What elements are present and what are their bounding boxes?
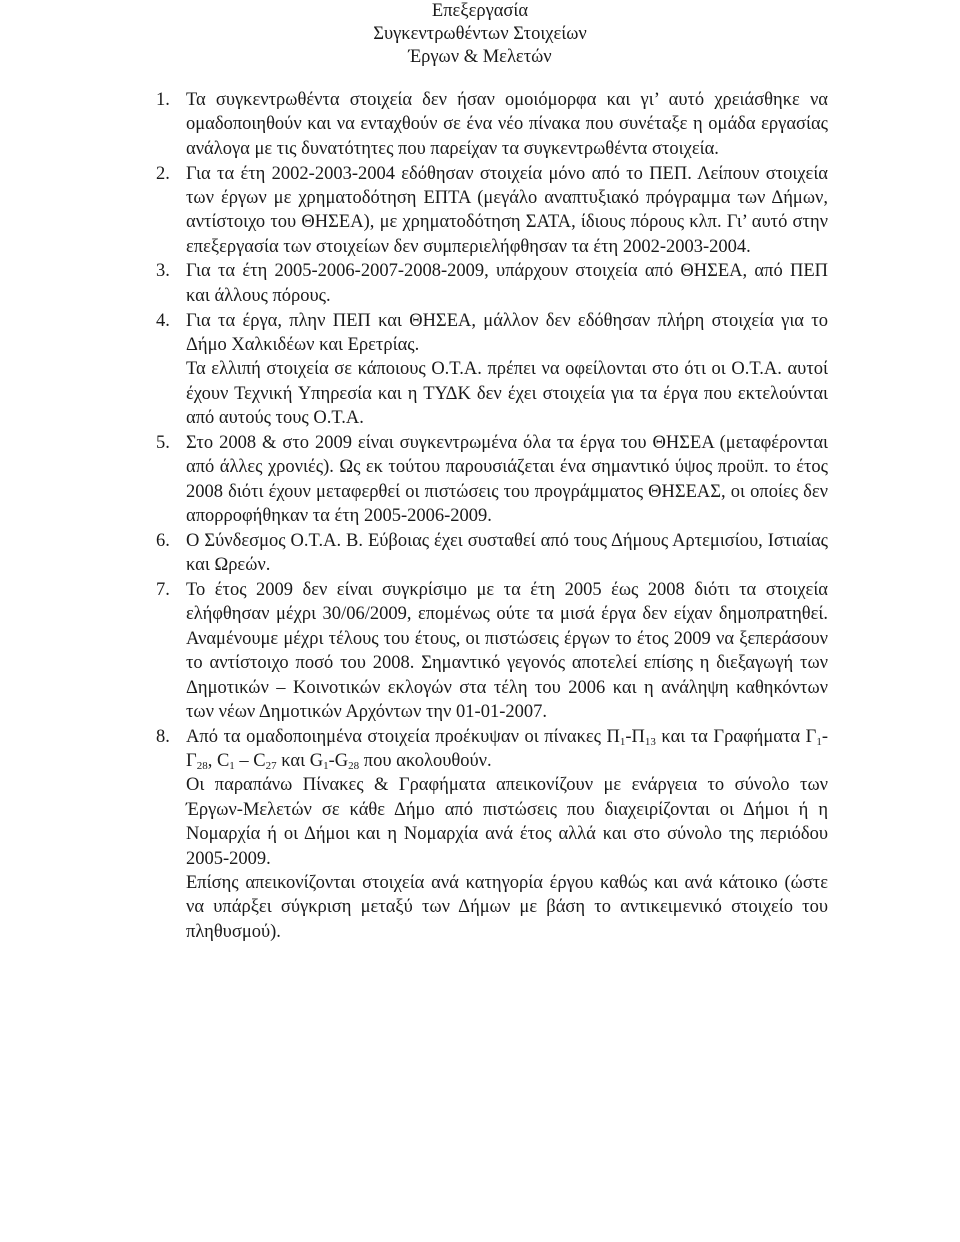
list-item-8 <box>156 725 828 945</box>
numbered-list <box>156 88 828 945</box>
item-number: 4. <box>156 310 170 331</box>
list-item-1 <box>156 88 828 161</box>
item-text: Το έτος 2009 δεν είναι συγκρίσιμο με τα έτη 2005 έως 2008 διότι τα στοιχεία ελήφθησαν μέχρι 30/06/2009, επομένως ούτε τα μισά έργα δεν είχαν δημοπρατηθεί. Αναμένουμε μέχρι τέλους του έτους, οι πιστώσεις έργων το έτος 2009 να ξεπεράσουν το αντίστοιχο ποσό του 2008. Σημαντικό γεγονός αποτελεί επίσης η διεξαγωγή των Δημοτικών – Κοινοτικών εκλογών στα τέλη του 2006 και η ανάληψη καθηκόντων των νέων Δημοτικών Αρχόντων την 01-01-2007. <box>186 579 828 722</box>
list-item-7 <box>156 578 828 724</box>
item-text: Τα ελλιπή στοιχεία σε κάποιους Ο.Τ.Α. πρέπει να οφείλονται στο ότι οι Ο.Τ.Α. αυτοί έχουν Τεχνική Υπηρεσία και η ΤΥΔΚ δεν έχει στοιχεία για τα έργα που εκτελούνται από αυτούς τους Ο.Τ.Α. <box>186 359 828 429</box>
item-number: 2. <box>156 163 170 184</box>
list-item-2 <box>156 162 828 260</box>
title-line-2: Συγκεντρωθέντων Στοιχείων <box>373 24 587 44</box>
item-number: 5. <box>156 432 170 453</box>
item-text: Για τα έτη 2002-2003-2004 εδόθησαν στοιχεία μόνο από το ΠΕΠ. Λείπουν στοιχεία των έργων με χρηματοδότηση ΕΠΤΑ (μεγάλο αναπτυξιακό πρόγραμμα των Δήμων, αντίστοιχο του ΘΗΣΕΑ), με χρηματοδότηση ΣΑΤΑ, ίδιους πόρους κλπ. Γι’ αυτό στην επεξεργασία των στοιχείων δεν συμπεριελήφθησαν τα έτη 2002-2003-2004. <box>186 163 828 257</box>
title-line-1: Επεξεργασία <box>431 1 529 21</box>
list-item-3 <box>156 259 828 308</box>
list-item-5 <box>156 431 828 529</box>
list-item-6 <box>156 529 828 578</box>
item-text: Στο 2008 & στο 2009 είναι συγκεντρωμένα όλα τα έργα του ΘΗΣΕΑ (μεταφέρονται από άλλες χρονιές). Ως εκ τούτου παρουσιάζεται ένα σημαντικό ύψος προϋπ. το έτος 2008 διότι έχουν μεταφερθεί οι πιστώσεις του προγράμματος ΘΗΣΕΑΣ, οι οποίες δεν απορροφήθηκαν τα έτη 2005-2006-2009. <box>186 432 828 527</box>
document-title <box>0 0 960 69</box>
item-number: 7. <box>156 579 170 600</box>
item-text: Οι παραπάνω Πίνακες & Γραφήματα απεικονίζουν με ενάργεια το σύνολο των Έργων-Μελετών σε κάθε Δήμο από πιστώσεις που διαχειρίζονται οι Δήμοι ή η Νομαρχία ή οι Δήμοι και η Νομαρχία ανά έτος αλλά και στο σύνολο της περιόδου 2005-2009. <box>186 775 828 869</box>
item-number: 3. <box>156 261 170 282</box>
item-text: Για τα έτη 2005-2006-2007-2008-2009, υπάρχουν στοιχεία από ΘΗΣΕΑ, από ΠΕΠ και άλλους πόρους. <box>186 261 828 306</box>
item-text: Ο Σύνδεσμος Ο.Τ.Α. Β. Εύβοιας έχει συσταθεί από τους Δήμους Αρτεμισίου, Ιστιαίας και Ωρεών. <box>186 530 828 576</box>
item-text: Από τα ομαδοποιημένα στοιχεία προέκυψαν οι πίνακες $\Pi_1-\Pi_{13}$ και τα Γραφήματα $\Gamma_1-\Gamma_{28}$, $C_1 - C_{27}$ και $G_1-G_{28}$ που ακολουθούν. <box>186 726 828 773</box>
item-number: 8. <box>156 726 170 747</box>
item-text: Τα συγκεντρωθέντα στοιχεία δεν ήσαν ομοιόμορφα και γι’ αυτό χρειάσθηκε να ομαδοποιηθούν και να ενταχθούν σε ένα νέο πίνακα που συνέταξε η ομάδα εργασίας ανάλογα με τις δυνατότητες που παρείχαν τα συγκεντρωθέντα στοιχεία. <box>186 90 828 159</box>
item-number: 1. <box>156 90 170 110</box>
item-text: Για τα έργα, πλην ΠΕΠ και ΘΗΣΕΑ, μάλλον δεν εδόθησαν πλήρη στοιχεία για το Δήμο Χαλκιδέων και Ερετρίας. <box>186 310 828 355</box>
list-item-4 <box>156 309 828 431</box>
title-line-3: Έργων & Μελετών <box>408 47 552 67</box>
item-text: Επίσης απεικονίζονται στοιχεία ανά κατηγορία έργου καθώς και ανά κάτοικο (ώστε να υπάρξει σύγκριση μεταξύ των Δήμων με βάση το αντικειμενικό στοιχείο του πληθυσμού). <box>186 873 828 942</box>
item-number: 6. <box>156 530 170 551</box>
